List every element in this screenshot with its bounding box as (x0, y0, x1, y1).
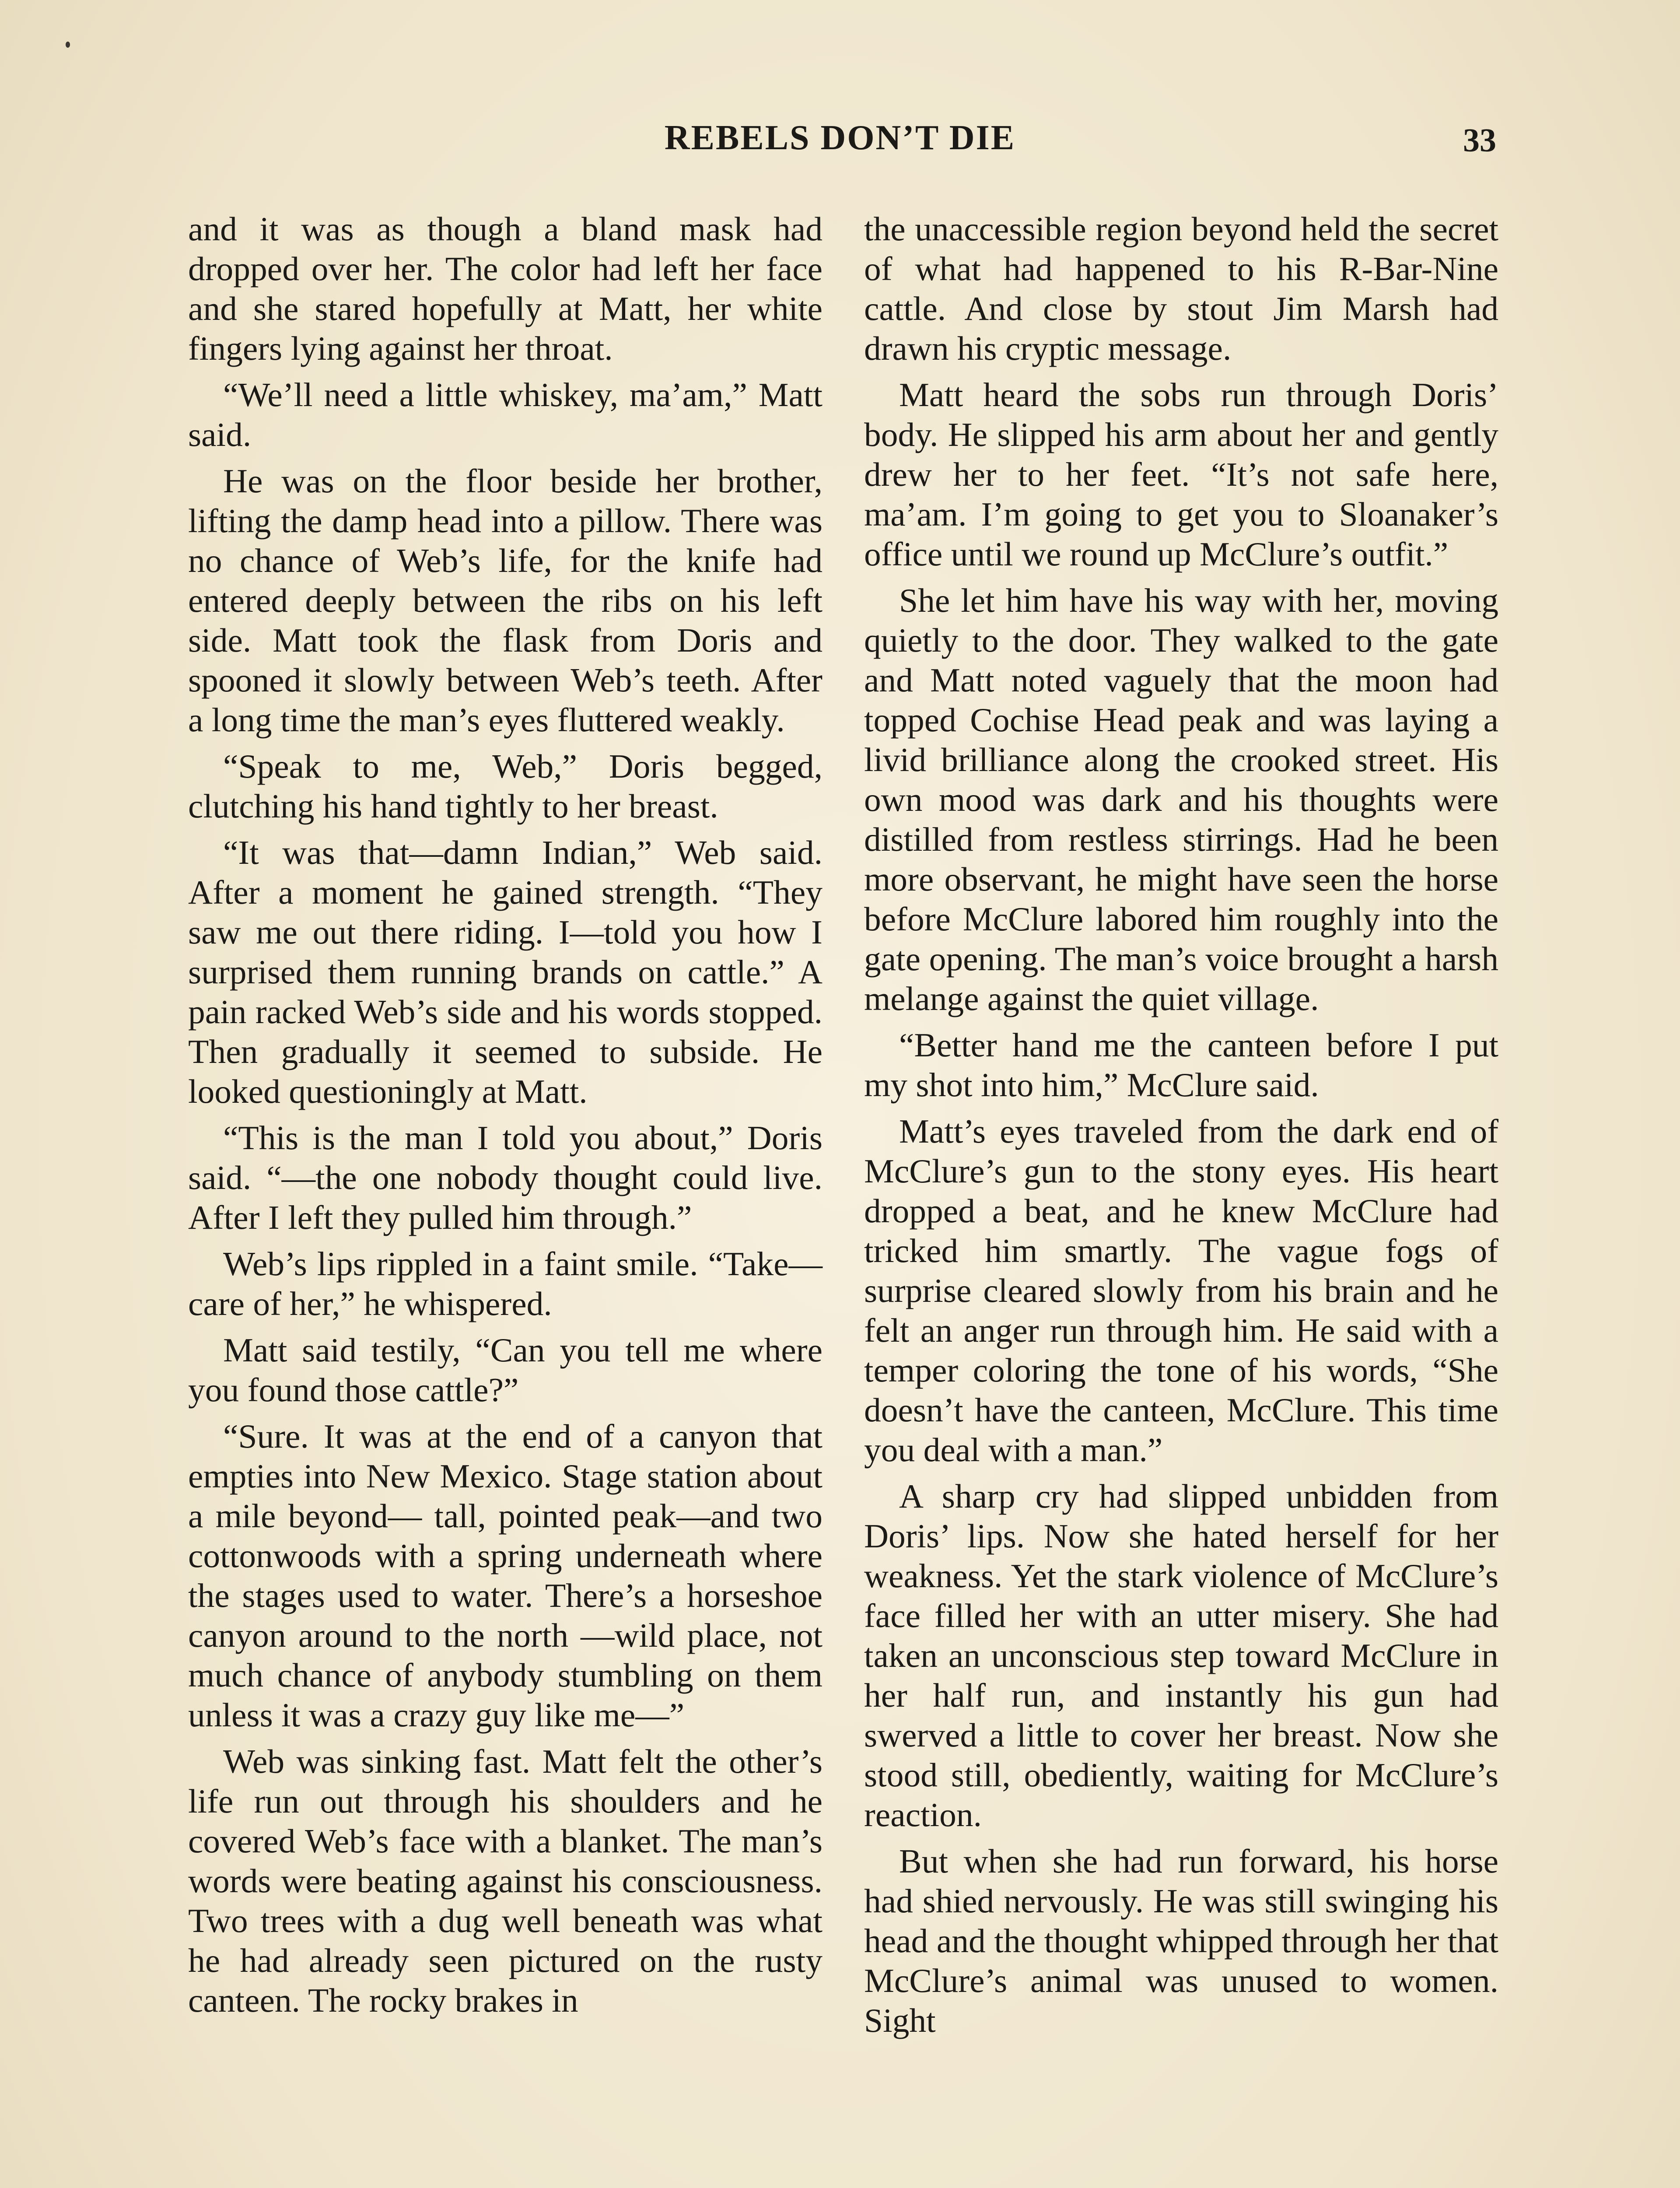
left-column (188, 209, 822, 2027)
page-number: 33 (1463, 122, 1496, 159)
paragraph: the unaccessible region beyond held the secret of what had happened to his R-Bar-Nine cattle. And close by stout Jim Marsh had drawn his cryptic message. (864, 210, 1498, 367)
paragraph: Web was sinking fast. Matt felt the other’s life run out through his shoulders and he covered Web’s face with a blanket. The man’s words were beating against his consciousness. Two trees with a dug well beneath was what he had already seen pictured on the rusty canteen. The rocky brakes in (188, 1743, 822, 2019)
paragraph: “Sure. It was at the end of a canyon that empties into New Mexico. Stage station about a mile beyond— tall, pointed peak—and two cottonwoods with a spring underneath where the stages used to water. There’s a horseshoe canyon around to the north —wild place, not much chance of anybody stumbling on them unless it was a crazy guy like me—” (188, 1417, 822, 1734)
paragraph: Matt heard the sobs run through Doris’ body. He slipped his arm about her and gently drew her to her feet. “It’s not safe here, ma’am. I’m going to get you to Sloanaker’s office until we round up McClure’s outfit.” (864, 376, 1498, 573)
paragraph: Matt’s eyes traveled from the dark end of McClure’s gun to the stony eyes. His heart dropped a beat, and he knew McClure had tricked him smartly. The vague fogs of surprise cleared slowly from his brain and he felt an anger run through him. He said with a temper coloring the tone of his words, “She doesn’t have the canteen, McClure. This time you deal with a man.” (864, 1112, 1498, 1469)
paragraph: But when she had run forward, his horse had shied nervously. He was still swinging his head and the thought whipped through her that McClure’s animal was unused to women. Sight (864, 1842, 1498, 2039)
paragraph: “It was that—damn Indian,” Web said. After a moment he gained strength. “They saw me out there riding. I—told you how I surprised them running brands on cattle.” A pain racked Web’s side and his words stopped. Then gradually it seemed to subside. He looked questioningly at Matt. (188, 834, 822, 1110)
paragraph: Web’s lips rippled in a faint smile. “Take—care of her,” he whispered. (188, 1245, 822, 1322)
paragraph: Matt said testily, “Can you tell me where you found those cattle?” (188, 1331, 822, 1409)
paragraph: “This is the man I told you about,” Doris said. “—the one nobody thought could live. After I left they pulled him through.” (188, 1119, 822, 1236)
page-header (184, 118, 1496, 171)
paragraph: “Speak to me, Web,” Doris begged, clutching his hand tightly to her breast. (188, 747, 822, 825)
paragraph: She let him have his way with her, moving quietly to the door. They walked to the gate and Matt noted vaguely that the moon had topped Cochise Head peak and was laying a livid brilliance along the crooked street. His own mood was dark and his thoughts were distilled from restless stirrings. Had he been more observant, he might have seen the horse before McClure labored him roughly into the gate opening. The man’s voice brought a harsh melange against the quiet village. (864, 582, 1498, 1017)
ink-speck (66, 42, 70, 48)
paragraph: and it was as though a bland mask had dropped over her. The color had left her face and she stared hopefully at Matt, her white fingers lying against her throat. (188, 210, 822, 367)
paragraph: He was on the floor beside her brother, lifting the damp head into a pillow. There was no chance of Web’s life, for the knife had entered deeply between the ribs on his left side. Matt took the flask from Doris and spooned it slowly between Web’s teeth. After a long time the man’s eyes fluttered weakly. (188, 462, 822, 739)
right-column (864, 209, 1498, 2047)
paragraph: A sharp cry had slipped unbidden from Doris’ lips. Now she hated herself for her weakness. Yet the stark violence of McClure’s face filled her with an utter misery. She had taken an unconscious step toward McClure in her half run, and instantly his gun had swerved a little to cover her breast. Now she stood still, obediently, waiting for McClure’s reaction. (864, 1477, 1498, 1834)
paragraph: “Better hand me the canteen before I put my shot into him,” McClure said. (864, 1026, 1498, 1104)
paragraph: “We’ll need a little whiskey, ma’am,” Matt said. (188, 376, 822, 453)
running-title: REBELS DON’T DIE (664, 119, 1016, 157)
